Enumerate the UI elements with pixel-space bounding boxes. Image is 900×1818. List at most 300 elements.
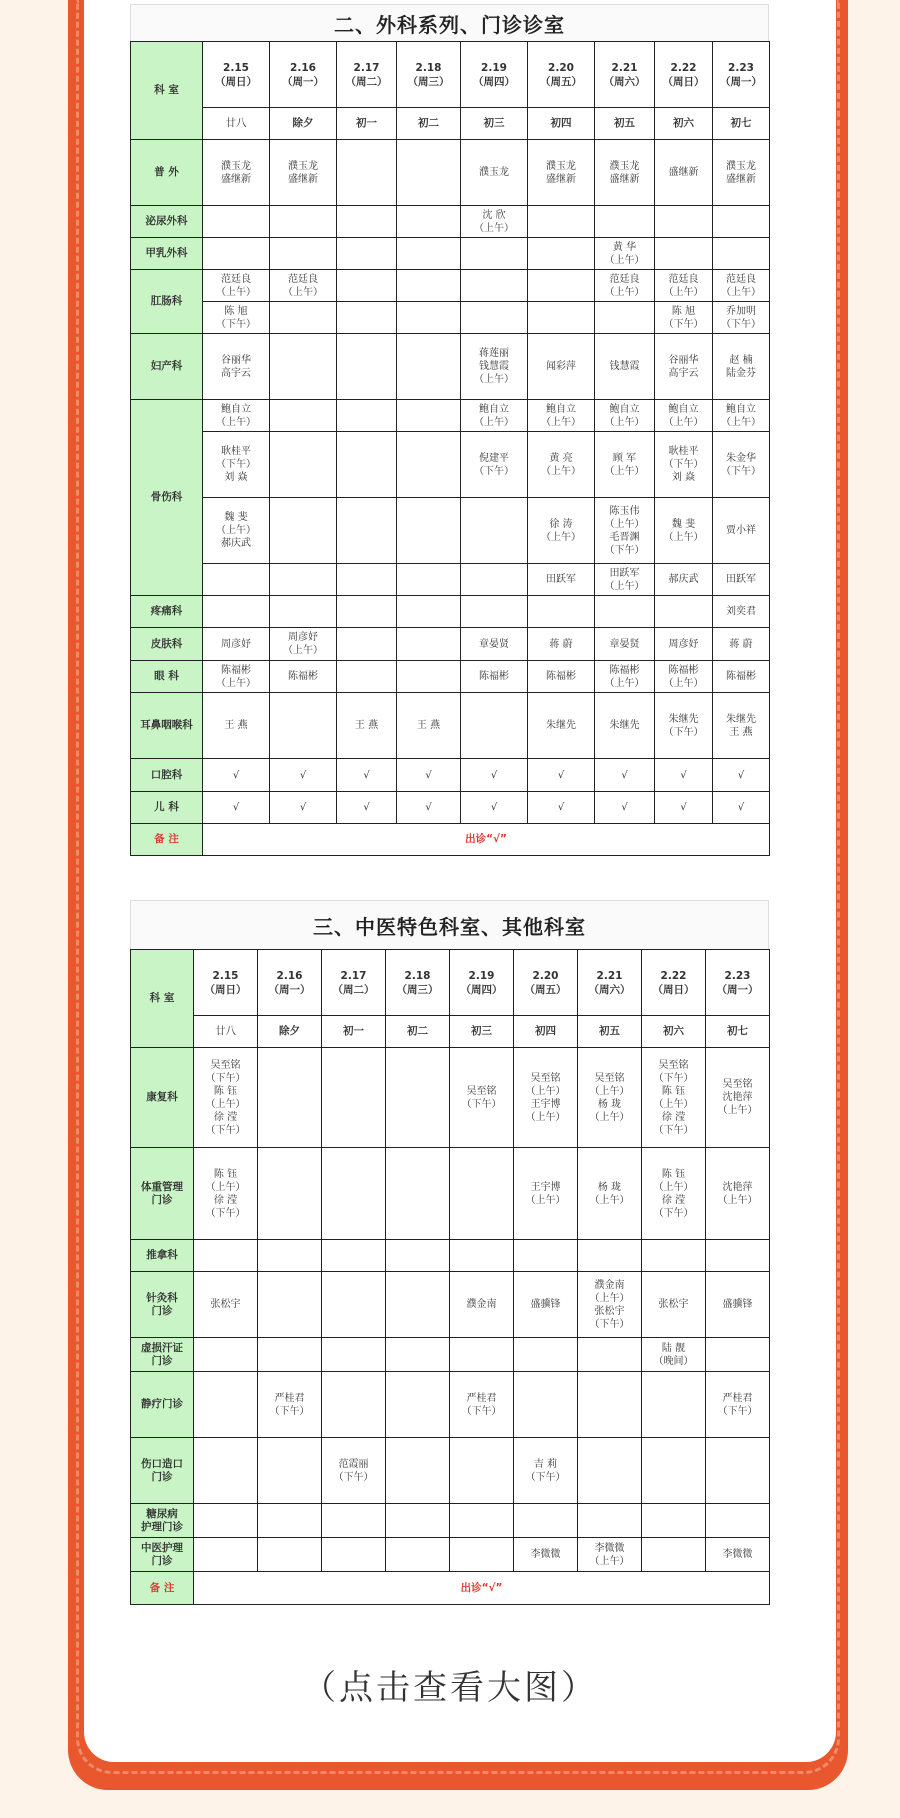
schedule-cell: 杨 珑 （上午） bbox=[578, 1148, 642, 1240]
schedule-cell bbox=[270, 432, 337, 498]
schedule-cell: √ bbox=[337, 792, 397, 824]
schedule-cell bbox=[397, 628, 461, 661]
note-row bbox=[131, 1572, 770, 1605]
date-header-cell: 2.17 （周二） bbox=[322, 950, 386, 1016]
schedule-cell bbox=[461, 693, 528, 759]
schedule-cell: 范廷良 （上午） bbox=[655, 270, 713, 302]
section2-schedule-table bbox=[130, 41, 770, 856]
dept-header-cell: 科 室 bbox=[131, 950, 194, 1048]
lunar-date-cell: 初四 bbox=[528, 108, 595, 140]
schedule-cell: 朱继先 （下午） bbox=[655, 693, 713, 759]
lunar-row bbox=[131, 108, 770, 140]
schedule-cell bbox=[322, 1272, 386, 1338]
schedule-cell bbox=[397, 498, 461, 564]
schedule-cell bbox=[337, 206, 397, 238]
schedule-cell bbox=[397, 140, 461, 206]
schedule-cell bbox=[386, 1240, 450, 1272]
schedule-cell bbox=[578, 1240, 642, 1272]
schedule-cell bbox=[337, 596, 397, 628]
schedule-cell bbox=[642, 1504, 706, 1538]
lunar-date-cell: 初四 bbox=[514, 1016, 578, 1048]
schedule-cell bbox=[194, 1372, 258, 1438]
schedule-cell bbox=[337, 334, 397, 400]
schedule-cell: 田跃军 bbox=[528, 564, 595, 596]
schedule-cell: 贾小祥 bbox=[713, 498, 770, 564]
schedule-cell bbox=[578, 1372, 642, 1438]
schedule-cell: 钱慧霞 bbox=[595, 334, 655, 400]
dept-name-cell: 骨伤科 bbox=[131, 400, 203, 596]
schedule-cell: 李微微 bbox=[514, 1538, 578, 1572]
dept-name-cell: 虚损汗证 门诊 bbox=[131, 1338, 194, 1372]
schedule-cell: 朱继先 bbox=[595, 693, 655, 759]
dept-name-cell: 体重管理 门诊 bbox=[131, 1148, 194, 1240]
schedule-cell: 吉 莉 （下午） bbox=[514, 1438, 578, 1504]
schedule-cell: 陆 靓 （晚间） bbox=[642, 1338, 706, 1372]
dept-name-cell: 甲乳外科 bbox=[131, 238, 203, 270]
dept-name-cell: 普 外 bbox=[131, 140, 203, 206]
schedule-cell: √ bbox=[528, 759, 595, 792]
lunar-date-cell: 除夕 bbox=[270, 108, 337, 140]
date-header-cell: 2.22 （周日） bbox=[642, 950, 706, 1016]
lunar-date-cell: 初五 bbox=[578, 1016, 642, 1048]
note-label-cell: 备 注 bbox=[131, 1572, 194, 1605]
schedule-cell bbox=[194, 1438, 258, 1504]
schedule-cell: 田跃军 （上午） bbox=[595, 564, 655, 596]
section3-title: 三、中医特色科室、其他科室 bbox=[130, 900, 769, 949]
schedule-cell: 蒋 蔚 bbox=[528, 628, 595, 661]
dept-name-cell: 推拿科 bbox=[131, 1240, 194, 1272]
schedule-cell: 蒋莲丽 钱慧霞 （上午） bbox=[461, 334, 528, 400]
schedule-cell bbox=[713, 206, 770, 238]
schedule-cell: 沈艳萍 （上午） bbox=[706, 1148, 770, 1240]
schedule-cell bbox=[203, 238, 270, 270]
schedule-cell bbox=[642, 1240, 706, 1272]
date-header-cell: 2.19 （周四） bbox=[450, 950, 514, 1016]
schedule-row bbox=[131, 661, 770, 693]
schedule-cell: 王 燕 bbox=[397, 693, 461, 759]
schedule-cell bbox=[203, 206, 270, 238]
schedule-cell bbox=[386, 1372, 450, 1438]
schedule-cell bbox=[337, 270, 397, 302]
schedule-cell: 濮玉龙 盛继新 bbox=[595, 140, 655, 206]
schedule-cell bbox=[194, 1338, 258, 1372]
schedule-cell bbox=[322, 1148, 386, 1240]
lunar-row bbox=[131, 1016, 770, 1048]
schedule-cell: √ bbox=[397, 792, 461, 824]
schedule-cell: 濮玉龙 盛继新 bbox=[528, 140, 595, 206]
schedule-cell bbox=[655, 238, 713, 270]
schedule-cell bbox=[337, 432, 397, 498]
dept-name-cell: 疼痛科 bbox=[131, 596, 203, 628]
schedule-cell: 朱继先 bbox=[528, 693, 595, 759]
schedule-row bbox=[131, 270, 770, 302]
schedule-cell bbox=[397, 334, 461, 400]
schedule-cell bbox=[450, 1240, 514, 1272]
schedule-cell bbox=[514, 1504, 578, 1538]
schedule-cell: 王 燕 bbox=[337, 693, 397, 759]
schedule-cell: 濮玉龙 bbox=[461, 140, 528, 206]
schedule-cell bbox=[337, 628, 397, 661]
lunar-date-cell: 初三 bbox=[450, 1016, 514, 1048]
lunar-date-cell: 初二 bbox=[386, 1016, 450, 1048]
schedule-cell: 范廷良 （上午） bbox=[713, 270, 770, 302]
schedule-cell bbox=[450, 1338, 514, 1372]
schedule-cell: 陈福彬 bbox=[713, 661, 770, 693]
lunar-date-cell: 初五 bbox=[595, 108, 655, 140]
dept-header-cell: 科 室 bbox=[131, 42, 203, 140]
schedule-cell: 濮玉龙 盛继新 bbox=[270, 140, 337, 206]
date-header-cell: 2.20 （周五） bbox=[528, 42, 595, 108]
schedule-cell bbox=[713, 238, 770, 270]
schedule-cell bbox=[322, 1538, 386, 1572]
date-header-cell: 2.16 （周一） bbox=[270, 42, 337, 108]
schedule-cell: 朱金华 （下午） bbox=[713, 432, 770, 498]
schedule-cell: 黄 华 （上午） bbox=[595, 238, 655, 270]
schedule-cell bbox=[642, 1538, 706, 1572]
schedule-cell bbox=[528, 270, 595, 302]
schedule-row bbox=[131, 564, 770, 596]
schedule-cell bbox=[595, 206, 655, 238]
schedule-cell: 乔加明 （下午） bbox=[713, 302, 770, 334]
schedule-cell bbox=[270, 302, 337, 334]
date-header-cell: 2.19 （周四） bbox=[461, 42, 528, 108]
schedule-cell: 李微微 bbox=[706, 1538, 770, 1572]
schedule-cell: 濮玉龙 盛继新 bbox=[713, 140, 770, 206]
schedule-row bbox=[131, 140, 770, 206]
schedule-cell bbox=[258, 1538, 322, 1572]
schedule-cell bbox=[194, 1240, 258, 1272]
schedule-cell bbox=[578, 1438, 642, 1504]
schedule-cell: 李微微 （上午） bbox=[578, 1538, 642, 1572]
schedule-cell bbox=[194, 1504, 258, 1538]
schedule-cell bbox=[337, 140, 397, 206]
schedule-cell bbox=[337, 302, 397, 334]
schedule-cell: 田跃军 bbox=[713, 564, 770, 596]
schedule-cell bbox=[397, 302, 461, 334]
note-text-cell: 出诊“√” bbox=[194, 1572, 770, 1605]
schedule-cell bbox=[706, 1240, 770, 1272]
schedule-cell: 周彦妤 （上午） bbox=[270, 628, 337, 661]
schedule-cell: 张松宇 bbox=[642, 1272, 706, 1338]
schedule-cell: 严桂君 （下午） bbox=[258, 1372, 322, 1438]
schedule-cell bbox=[258, 1504, 322, 1538]
schedule-cell bbox=[706, 1438, 770, 1504]
schedule-cell: 盛骥锋 bbox=[514, 1272, 578, 1338]
dept-name-cell: 口腔科 bbox=[131, 759, 203, 792]
schedule-row bbox=[131, 1438, 770, 1504]
schedule-cell bbox=[322, 1338, 386, 1372]
schedule-cell: √ bbox=[203, 792, 270, 824]
schedule-cell bbox=[258, 1148, 322, 1240]
schedule-cell bbox=[322, 1372, 386, 1438]
dept-name-cell: 针灸科 门诊 bbox=[131, 1272, 194, 1338]
schedule-cell bbox=[386, 1148, 450, 1240]
schedule-cell: √ bbox=[713, 759, 770, 792]
schedule-cell: 蒋 蔚 bbox=[713, 628, 770, 661]
schedule-cell: √ bbox=[655, 759, 713, 792]
schedule-cell bbox=[270, 693, 337, 759]
schedule-cell bbox=[258, 1338, 322, 1372]
date-header-cell: 2.21 （周六） bbox=[595, 42, 655, 108]
section3-schedule-table bbox=[130, 949, 770, 1605]
schedule-cell: 濮玉龙 盛继新 bbox=[203, 140, 270, 206]
schedule-cell: 陈福彬 bbox=[270, 661, 337, 693]
schedule-row bbox=[131, 792, 770, 824]
schedule-cell: 鲍自立 （上午） bbox=[203, 400, 270, 432]
schedule-row bbox=[131, 1538, 770, 1572]
lunar-date-cell: 初二 bbox=[397, 108, 461, 140]
schedule-cell: 谷丽华 高宇云 bbox=[203, 334, 270, 400]
schedule-cell: 濮金南 bbox=[450, 1272, 514, 1338]
note-text-cell: 出诊“√” bbox=[203, 824, 770, 856]
schedule-cell bbox=[514, 1338, 578, 1372]
schedule-cell bbox=[337, 238, 397, 270]
lunar-date-cell: 初七 bbox=[706, 1016, 770, 1048]
schedule-cell bbox=[270, 206, 337, 238]
dept-name-cell: 耳鼻咽喉科 bbox=[131, 693, 203, 759]
schedule-cell bbox=[397, 564, 461, 596]
schedule-cell bbox=[322, 1240, 386, 1272]
schedule-cell bbox=[578, 1504, 642, 1538]
lunar-date-cell: 初一 bbox=[322, 1016, 386, 1048]
schedule-cell bbox=[461, 564, 528, 596]
schedule-row bbox=[131, 596, 770, 628]
schedule-cell: √ bbox=[595, 759, 655, 792]
schedule-row bbox=[131, 1338, 770, 1372]
schedule-cell: 范霞丽 （下午） bbox=[322, 1438, 386, 1504]
schedule-cell: 周彦妤 bbox=[655, 628, 713, 661]
schedule-cell: 周彦妤 bbox=[203, 628, 270, 661]
schedule-cell: 吴至铭 （下午） 陈 钰 （上午） 徐 滢 （下午） bbox=[194, 1048, 258, 1148]
schedule-cell: √ bbox=[461, 792, 528, 824]
schedule-cell bbox=[270, 334, 337, 400]
schedule-cell: 魏 斐 （上午） 郝庆武 bbox=[203, 498, 270, 564]
schedule-cell: 吴至铭 （下午） bbox=[450, 1048, 514, 1148]
schedule-cell bbox=[514, 1240, 578, 1272]
schedule-cell bbox=[655, 596, 713, 628]
date-header-cell: 2.22 （周日） bbox=[655, 42, 713, 108]
schedule-cell bbox=[322, 1048, 386, 1148]
schedule-cell bbox=[706, 1338, 770, 1372]
schedule-cell: 严桂君 （下午） bbox=[706, 1372, 770, 1438]
date-header-cell: 2.15 （周日） bbox=[203, 42, 270, 108]
schedule-cell: √ bbox=[270, 792, 337, 824]
schedule-cell: 鲍自立 （上午） bbox=[713, 400, 770, 432]
schedule-row bbox=[131, 400, 770, 432]
lunar-date-cell: 廿八 bbox=[194, 1016, 258, 1048]
schedule-cell bbox=[450, 1148, 514, 1240]
schedule-cell: 谷丽华 高宇云 bbox=[655, 334, 713, 400]
note-row bbox=[131, 824, 770, 856]
schedule-cell: 章晏贤 bbox=[461, 628, 528, 661]
schedule-row bbox=[131, 1504, 770, 1538]
schedule-cell: 陈福彬 （上午） bbox=[595, 661, 655, 693]
schedule-cell bbox=[461, 270, 528, 302]
schedule-cell bbox=[528, 302, 595, 334]
schedule-cell: 鲍自立 （上午） bbox=[461, 400, 528, 432]
section2-title: 二、外科系列、门诊诊室 bbox=[130, 4, 769, 41]
schedule-cell bbox=[397, 206, 461, 238]
schedule-row bbox=[131, 334, 770, 400]
schedule-cell: 张松宇 bbox=[194, 1272, 258, 1338]
schedule-cell bbox=[528, 238, 595, 270]
schedule-row bbox=[131, 1240, 770, 1272]
dept-name-cell: 儿 科 bbox=[131, 792, 203, 824]
schedule-cell bbox=[397, 432, 461, 498]
schedule-cell bbox=[386, 1048, 450, 1148]
schedule-cell bbox=[397, 270, 461, 302]
date-header-cell: 2.18 （周三） bbox=[386, 950, 450, 1016]
lunar-date-cell: 除夕 bbox=[258, 1016, 322, 1048]
schedule-row bbox=[131, 1048, 770, 1148]
schedule-cell: √ bbox=[203, 759, 270, 792]
view-large-image-link[interactable]: （点击查看大图） bbox=[302, 1668, 598, 1708]
schedule-cell bbox=[461, 596, 528, 628]
note-label-cell: 备 注 bbox=[131, 824, 203, 856]
schedule-cell: 顾 军 （上午） bbox=[595, 432, 655, 498]
lunar-date-cell: 初七 bbox=[713, 108, 770, 140]
schedule-cell: √ bbox=[528, 792, 595, 824]
schedule-cell: 陈福彬 （上午） bbox=[655, 661, 713, 693]
date-header-cell: 2.23 （周一） bbox=[713, 42, 770, 108]
schedule-cell bbox=[461, 302, 528, 334]
schedule-cell bbox=[270, 498, 337, 564]
lunar-date-cell: 初六 bbox=[642, 1016, 706, 1048]
schedule-row bbox=[131, 759, 770, 792]
schedule-cell: 王宇博 （上午） bbox=[514, 1148, 578, 1240]
schedule-cell bbox=[386, 1504, 450, 1538]
schedule-cell: 章晏贤 bbox=[595, 628, 655, 661]
schedule-cell: 陈玉伟 （上午） 毛晋渊 （下午） bbox=[595, 498, 655, 564]
schedule-cell: 鲍自立 （上午） bbox=[528, 400, 595, 432]
lunar-date-cell: 初六 bbox=[655, 108, 713, 140]
schedule-cell: 陈 钰 （上午） 徐 滢 （下午） bbox=[194, 1148, 258, 1240]
schedule-row bbox=[131, 1372, 770, 1438]
schedule-cell bbox=[514, 1372, 578, 1438]
schedule-cell: √ bbox=[397, 759, 461, 792]
dept-name-cell: 泌尿外科 bbox=[131, 206, 203, 238]
schedule-cell bbox=[595, 302, 655, 334]
schedule-cell: 陈福彬 bbox=[528, 661, 595, 693]
dept-name-cell: 糖尿病 护理门诊 bbox=[131, 1504, 194, 1538]
schedule-cell bbox=[386, 1538, 450, 1572]
schedule-cell: 濮金南 （上午） 张松宇 （下午） bbox=[578, 1272, 642, 1338]
schedule-row bbox=[131, 206, 770, 238]
schedule-cell bbox=[528, 596, 595, 628]
schedule-cell: 鲍自立 （上午） bbox=[655, 400, 713, 432]
dept-name-cell: 肛肠科 bbox=[131, 270, 203, 334]
schedule-cell: 沈 欣 （上午） bbox=[461, 206, 528, 238]
schedule-cell bbox=[642, 1438, 706, 1504]
schedule-cell bbox=[386, 1338, 450, 1372]
dept-name-cell: 伤口造口 门诊 bbox=[131, 1438, 194, 1504]
schedule-cell bbox=[258, 1272, 322, 1338]
schedule-cell bbox=[258, 1048, 322, 1148]
schedule-cell: 刘奕君 bbox=[713, 596, 770, 628]
schedule-cell bbox=[642, 1372, 706, 1438]
schedule-cell bbox=[337, 661, 397, 693]
schedule-cell: 陈 旭 （下午） bbox=[655, 302, 713, 334]
dept-name-cell: 康复科 bbox=[131, 1048, 194, 1148]
schedule-cell: 郝庆武 bbox=[655, 564, 713, 596]
schedule-cell bbox=[203, 564, 270, 596]
dept-name-cell: 妇产科 bbox=[131, 334, 203, 400]
schedule-cell bbox=[337, 498, 397, 564]
schedule-cell: 徐 涛 （上午） bbox=[528, 498, 595, 564]
schedule-cell bbox=[450, 1538, 514, 1572]
schedule-cell: 吴至铭 沈艳萍 （上午） bbox=[706, 1048, 770, 1148]
dept-name-cell: 静疗门诊 bbox=[131, 1372, 194, 1438]
schedule-cell: 赵 楠 陆金芬 bbox=[713, 334, 770, 400]
schedule-cell bbox=[337, 400, 397, 432]
schedule-cell: 黄 亮 （上午） bbox=[528, 432, 595, 498]
schedule-cell bbox=[461, 238, 528, 270]
schedule-row bbox=[131, 1272, 770, 1338]
schedule-cell bbox=[270, 564, 337, 596]
schedule-cell: 闻彩萍 bbox=[528, 334, 595, 400]
schedule-cell: 倪建平 （下午） bbox=[461, 432, 528, 498]
schedule-cell bbox=[450, 1438, 514, 1504]
schedule-cell: 吴至铭 （上午） 杨 珑 （上午） bbox=[578, 1048, 642, 1148]
schedule-cell: 严桂君 （下午） bbox=[450, 1372, 514, 1438]
schedule-cell bbox=[397, 596, 461, 628]
schedule-row bbox=[131, 498, 770, 564]
schedule-cell: 耿桂平 （下午） 刘 焱 bbox=[655, 432, 713, 498]
schedule-cell: 盛骥锋 bbox=[706, 1272, 770, 1338]
schedule-cell: 盛继新 bbox=[655, 140, 713, 206]
schedule-cell bbox=[322, 1504, 386, 1538]
schedule-cell bbox=[386, 1272, 450, 1338]
date-header-cell: 2.20 （周五） bbox=[514, 950, 578, 1016]
schedule-cell bbox=[578, 1338, 642, 1372]
schedule-cell bbox=[397, 238, 461, 270]
schedule-cell bbox=[270, 400, 337, 432]
lunar-date-cell: 初三 bbox=[461, 108, 528, 140]
schedule-cell: 耿桂平 （下午） 刘 焱 bbox=[203, 432, 270, 498]
schedule-cell: 吴至铭 （上午） 王宇博 （上午） bbox=[514, 1048, 578, 1148]
schedule-cell bbox=[595, 596, 655, 628]
schedule-row bbox=[131, 628, 770, 661]
section3-card bbox=[130, 900, 769, 1605]
schedule-cell bbox=[258, 1438, 322, 1504]
schedule-cell: 陈 钰 （上午） 徐 滢 （下午） bbox=[642, 1148, 706, 1240]
date-header-cell: 2.18 （周三） bbox=[397, 42, 461, 108]
schedule-cell bbox=[203, 596, 270, 628]
schedule-row bbox=[131, 1148, 770, 1240]
schedule-row bbox=[131, 238, 770, 270]
schedule-cell: 朱继先 王 燕 bbox=[713, 693, 770, 759]
schedule-cell: √ bbox=[461, 759, 528, 792]
date-header-cell: 2.16 （周一） bbox=[258, 950, 322, 1016]
schedule-cell: √ bbox=[655, 792, 713, 824]
header-row bbox=[131, 950, 770, 1016]
schedule-cell bbox=[194, 1538, 258, 1572]
section2-card bbox=[130, 4, 769, 856]
schedule-cell: √ bbox=[337, 759, 397, 792]
schedule-cell: 陈福彬 （上午） bbox=[203, 661, 270, 693]
schedule-cell: 王 燕 bbox=[203, 693, 270, 759]
schedule-cell: 范廷良 （上午） bbox=[595, 270, 655, 302]
schedule-cell bbox=[528, 206, 595, 238]
schedule-cell bbox=[337, 564, 397, 596]
date-header-cell: 2.15 （周日） bbox=[194, 950, 258, 1016]
schedule-cell bbox=[270, 238, 337, 270]
schedule-cell bbox=[386, 1438, 450, 1504]
schedule-cell bbox=[397, 400, 461, 432]
lunar-date-cell: 廿八 bbox=[203, 108, 270, 140]
schedule-cell bbox=[706, 1504, 770, 1538]
schedule-cell bbox=[270, 596, 337, 628]
